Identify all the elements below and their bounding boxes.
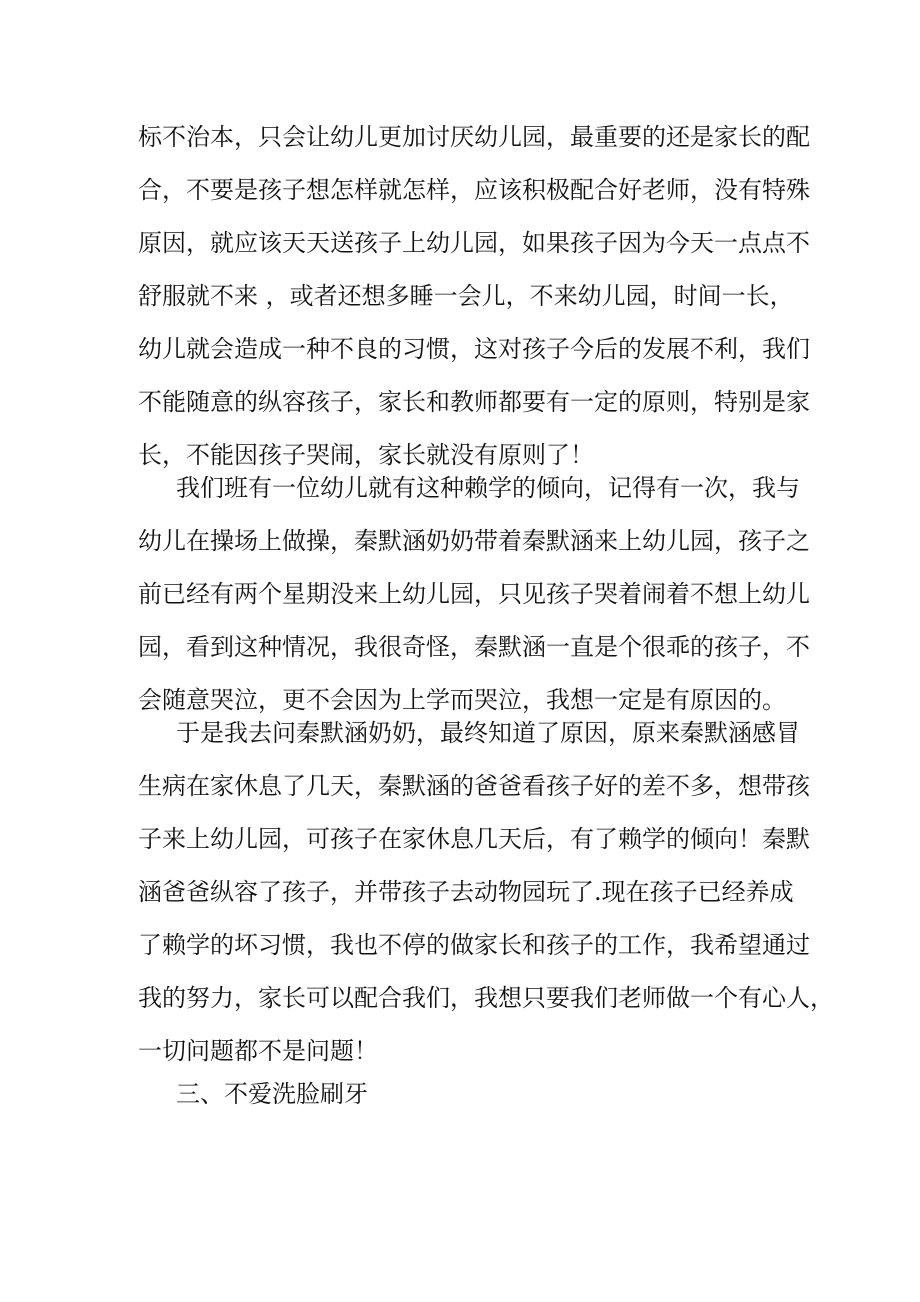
- paragraph-line: 标不治本，只会让幼儿更加讨厌幼儿园，最重要的还是家长的配: [138, 123, 810, 151]
- paragraph-line: 会随意哭泣，更不会因为上学而哭泣，我想一定是有原因的。: [138, 686, 786, 714]
- paragraph-line: 园，看到这种情况，我很奇怪，秦默涵一直是个很乖的孩子，不: [138, 633, 810, 661]
- paragraph-line: 子来上幼儿园，可孩子在家休息几天后，有了赖学的倾向！秦默: [138, 825, 810, 853]
- paragraph-line: 一切问题都不是问题！: [138, 1037, 378, 1065]
- section-heading: 三、不爱洗脸刷牙: [176, 1080, 368, 1108]
- paragraph-line: 幼儿在操场上做操，秦默涵奶奶带着秦默涵来上幼儿园，孩子之: [138, 527, 810, 555]
- paragraph-line: 我的努力，家长可以配合我们，我想只要我们老师做一个有心人，: [138, 984, 834, 1012]
- paragraph-line: 生病在家休息了几天，秦默涵的爸爸看孩子好的差不多，想带孩: [138, 772, 810, 800]
- paragraph-line: 于是我去问秦默涵奶奶，最终知道了原因，原来秦默涵感冒: [176, 719, 800, 747]
- paragraph-line: 幼儿就会造成一种不良的习惯，这对孩子今后的发展不利，我们: [138, 335, 810, 363]
- paragraph-line: 舒服就不来 ，或者还想多睡一会儿，不来幼儿园，时间一长，: [138, 282, 794, 310]
- paragraph-line: 我们班有一位幼儿就有这种赖学的倾向，记得有一次，我与: [176, 474, 800, 502]
- paragraph-line: 了赖学的坏习惯，我也不停的做家长和孩子的工作，我希望通过: [138, 931, 810, 959]
- paragraph-line: 合，不要是孩子想怎样就怎样，应该积极配合好老师，没有特殊: [138, 176, 810, 204]
- paragraph-line: 涵爸爸纵容了孩子，并带孩子去动物园玩了.现在孩子已经养成: [138, 878, 794, 906]
- paragraph-line: 不能随意的纵容孩子，家长和教师都要有一定的原则，特别是家: [138, 388, 810, 416]
- paragraph-line: 长，不能因孩子哭闹，家长就没有原则了！: [138, 441, 594, 469]
- paragraph-line: 前已经有两个星期没来上幼儿园，只见孩子哭着闹着不想上幼儿: [138, 580, 810, 608]
- paragraph-line: 原因，就应该天天送孩子上幼儿园，如果孩子因为今天一点点不: [138, 229, 810, 257]
